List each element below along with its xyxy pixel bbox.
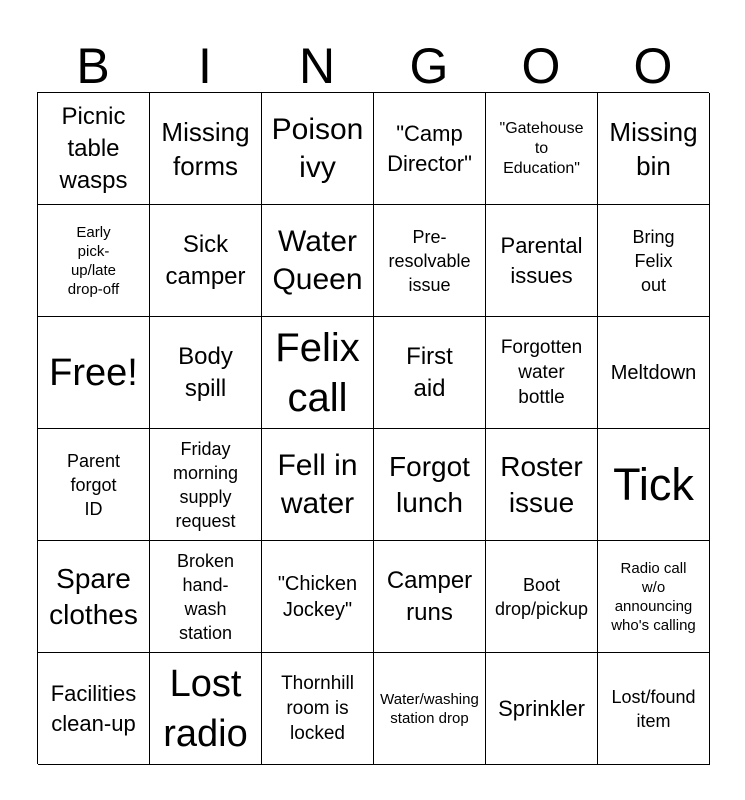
bingo-cell[interactable]: [374, 653, 486, 765]
cell-text: First aid: [406, 342, 453, 402]
bingo-cell[interactable]: [598, 541, 710, 653]
cell-text: Parental issues: [500, 232, 583, 288]
bingo-cell[interactable]: [486, 653, 598, 765]
cell-text: Felix call: [275, 325, 360, 420]
bingo-cell[interactable]: [262, 205, 374, 317]
bingo-cell[interactable]: [38, 541, 150, 653]
cell-text: Parent forgot ID: [66, 450, 121, 519]
bingo-cell[interactable]: [262, 429, 374, 541]
bingo-grid: [37, 92, 709, 764]
cell-text: Early pick- up/late drop-off: [67, 223, 120, 298]
bingo-cell[interactable]: [486, 429, 598, 541]
bingo-cell[interactable]: [486, 93, 598, 205]
header-letter: G: [409, 38, 449, 94]
cell-text: Fell in water: [277, 448, 358, 520]
cell-text: Lost radio: [163, 662, 248, 755]
bingo-cell[interactable]: [150, 429, 262, 541]
cell-text: Lost/found item: [611, 686, 696, 731]
cell-text: Pre- resolvable issue: [388, 226, 471, 295]
cell-text: Forgotten water bottle: [500, 337, 583, 408]
cell-text: Missing forms: [161, 116, 250, 181]
bingo-cell[interactable]: [150, 317, 262, 429]
cell-text: Forgot lunch: [389, 450, 470, 518]
cell-text: Water/washing station drop: [380, 690, 479, 727]
cell-text: Friday morning supply request: [172, 438, 239, 531]
cell-text: Boot drop/pickup: [494, 574, 589, 619]
bingo-cell[interactable]: [598, 317, 710, 429]
cell-text: Picnic table wasps: [59, 102, 128, 194]
bingo-cell[interactable]: [374, 541, 486, 653]
cell-text: Radio call w/o announcing who's calling: [611, 559, 696, 634]
cell-text: Camper runs: [386, 566, 473, 626]
bingo-cell[interactable]: [486, 317, 598, 429]
cell-text: Tick: [613, 458, 694, 510]
bingo-cell[interactable]: [38, 205, 150, 317]
cell-text: "Camp Director": [387, 120, 472, 176]
bingo-cell[interactable]: [598, 653, 710, 765]
bingo-cell[interactable]: [374, 93, 486, 205]
cell-text: Roster issue: [500, 450, 583, 518]
header-letter: B: [76, 38, 110, 94]
cell-text: Body spill: [178, 342, 233, 402]
cell-text: "Chicken Jockey": [277, 572, 358, 621]
header-letter: O: [521, 38, 561, 94]
bingo-cell[interactable]: [38, 653, 150, 765]
cell-text: Thornhill room is locked: [281, 673, 354, 744]
header-letter: N: [298, 38, 336, 94]
cell-text: Sick camper: [165, 230, 246, 290]
bingo-cell[interactable]: [486, 205, 598, 317]
cell-text: Bring Felix out: [632, 226, 675, 295]
bingo-cell[interactable]: [374, 317, 486, 429]
bingo-cell[interactable]: [150, 93, 262, 205]
bingo-cell[interactable]: [262, 317, 374, 429]
header-letter: I: [198, 38, 212, 94]
bingo-cell[interactable]: [374, 429, 486, 541]
bingo-cell[interactable]: [598, 429, 710, 541]
bingo-cell[interactable]: [598, 93, 710, 205]
bingo-cell[interactable]: [374, 205, 486, 317]
cell-text: Poison ivy: [271, 112, 364, 184]
bingo-cell[interactable]: [38, 93, 150, 205]
cell-text: Free!: [49, 351, 138, 394]
cell-text: "Gatehouse to Education": [499, 119, 584, 177]
cell-text: Water Queen: [272, 224, 363, 296]
bingo-cell[interactable]: [150, 653, 262, 765]
bingo-header: [37, 38, 709, 94]
bingo-cell[interactable]: [598, 205, 710, 317]
bingo-cell[interactable]: [262, 541, 374, 653]
bingo-cell[interactable]: [262, 93, 374, 205]
cell-text: Sprinkler: [498, 695, 585, 721]
bingo-cell[interactable]: [38, 429, 150, 541]
header-letter: O: [633, 38, 673, 94]
bingo-cell[interactable]: [262, 653, 374, 765]
cell-text: Broken hand- wash station: [176, 550, 235, 643]
bingo-cell[interactable]: [486, 541, 598, 653]
cell-text: Missing bin: [609, 116, 698, 181]
bingo-cell[interactable]: [38, 317, 150, 429]
bingo-cell[interactable]: [150, 541, 262, 653]
cell-text: Facilities clean-up: [50, 680, 137, 736]
cell-text: Spare clothes: [49, 562, 138, 630]
bingo-cell[interactable]: [150, 205, 262, 317]
cell-text: Meltdown: [610, 361, 697, 384]
